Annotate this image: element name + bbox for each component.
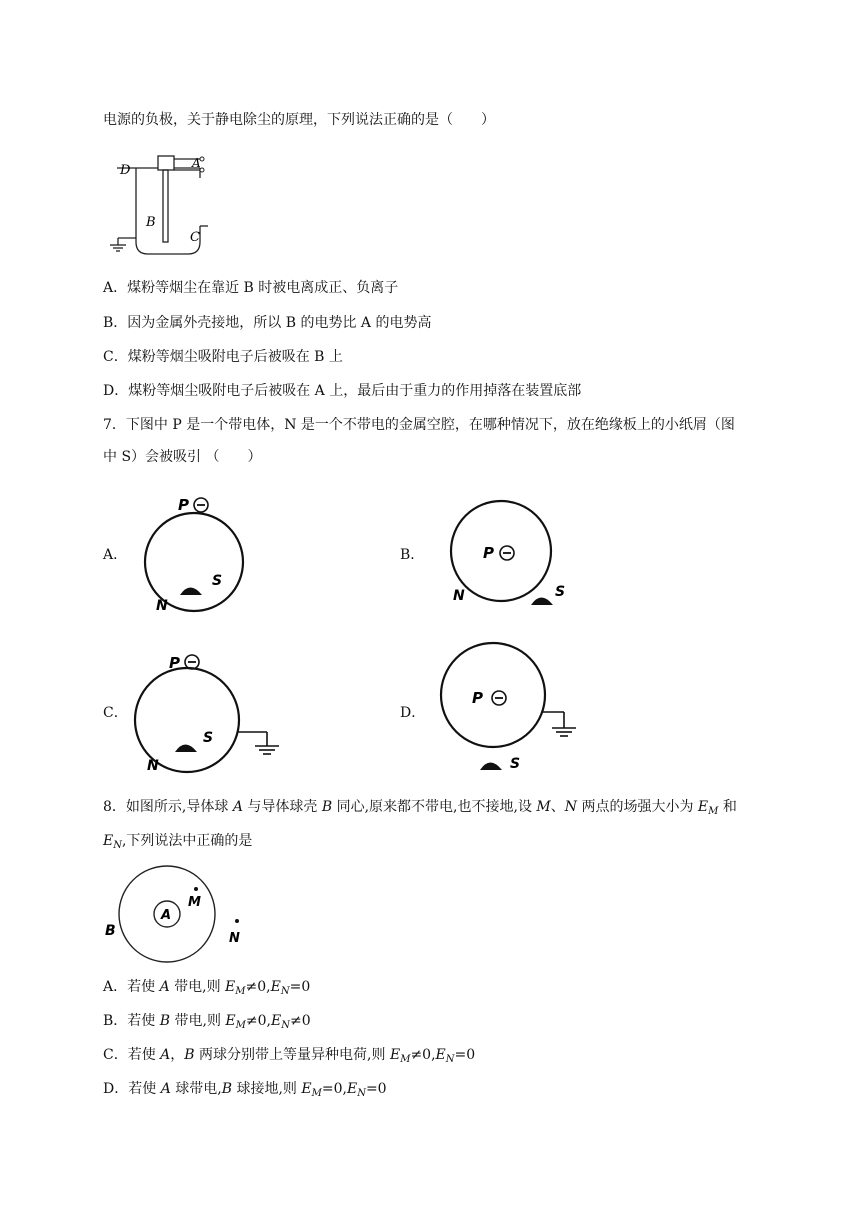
- q6-option-b[interactable]: B．因为金属外壳接地，所以 B 的电势比 A 的电势高: [103, 315, 432, 331]
- point-n: [235, 919, 239, 923]
- metal-cavity: [145, 513, 243, 611]
- q7-option-b-label[interactable]: B．: [400, 547, 425, 563]
- q6-stem-tail: 电源的负极，关于静电除尘的原理，下列说法正确的是（ ）: [103, 112, 495, 128]
- point-m: [194, 887, 198, 891]
- paper-scraps: [480, 763, 502, 771]
- q8-option-c[interactable]: C．若使 A，B 两球分别带上等量异种电荷,则 $E_M\ne 0,E_N=0$: [103, 1047, 476, 1065]
- p-label: P: [178, 496, 189, 514]
- n-label: N: [453, 588, 465, 604]
- q8-stem-line2: $E_N$,下列说法中正确的是: [103, 833, 253, 851]
- label-d: D: [120, 163, 131, 178]
- q6-option-d[interactable]: D．煤粉等烟尘吸附电子后被吸在 A 上，最后由于重力的作用掉落在装置底部: [103, 383, 582, 399]
- p-label: P: [472, 689, 483, 707]
- s-label: S: [212, 573, 223, 589]
- q8-option-b[interactable]: B．若使 B 带电,则 $E_M\ne 0,E_N\ne 0$: [103, 1013, 311, 1031]
- q7-stem-line1: 7．下图中 P 是一个带电体，N 是一个不带电的金属空腔，在哪种情况下，放在绝缘板上的小纸屑（图: [103, 417, 735, 433]
- label-a: A: [161, 908, 172, 923]
- paper-scraps: [531, 598, 553, 606]
- q7-option-c-label[interactable]: C．: [103, 705, 128, 721]
- q7-figure-c: [135, 650, 285, 775]
- q7-figure-d: [438, 650, 588, 775]
- p-label: P: [169, 654, 180, 672]
- n-label: N: [156, 598, 168, 614]
- precipitator-diagram: [100, 148, 210, 263]
- s-label: S: [510, 756, 521, 772]
- q7-figure-b: [445, 508, 575, 608]
- q8-concentric-spheres-diagram: [100, 863, 260, 973]
- n-label: N: [147, 758, 159, 774]
- p-label: P: [483, 544, 494, 562]
- paper-scraps: [175, 745, 197, 753]
- s-label: S: [555, 584, 566, 600]
- label-b: B: [146, 215, 156, 230]
- q7-stem-line2: 中 S）会被吸引 （ ）: [103, 449, 262, 465]
- label-b: B: [105, 923, 116, 939]
- label-n: N: [229, 931, 240, 946]
- q7-figure-a: [140, 492, 260, 617]
- label-m: M: [188, 895, 201, 910]
- metal-cavity: [135, 668, 239, 772]
- paper-scraps: [180, 588, 202, 596]
- q8-option-d[interactable]: D．若使 A 球带电,B 球接地,则 $E_M=0,E_N=0$: [103, 1081, 387, 1099]
- ground-symbol: [542, 712, 576, 736]
- label-c: C: [190, 230, 200, 245]
- q7-option-d-label[interactable]: D．: [400, 705, 426, 721]
- q8-option-a[interactable]: A．若使 A 带电,则 $E_M\ne 0,E_N=0$: [103, 979, 311, 997]
- q8-stem-line1: 8．如图所示,导体球 A 与导体球壳 B 同心,原来都不带电,也不接地,设 M、N 两点的场强大小为 $E_M$ 和: [103, 799, 737, 817]
- q6-option-a[interactable]: A．煤粉等烟尘在靠近 B 时被电离成正、负离子: [103, 280, 399, 296]
- s-label: S: [203, 730, 214, 746]
- label-a: A: [192, 156, 201, 170]
- ground-symbol: [238, 732, 279, 754]
- q6-option-c[interactable]: C．煤粉等烟尘吸附电子后被吸在 B 上: [103, 349, 343, 365]
- q7-option-a-label[interactable]: A．: [103, 547, 128, 563]
